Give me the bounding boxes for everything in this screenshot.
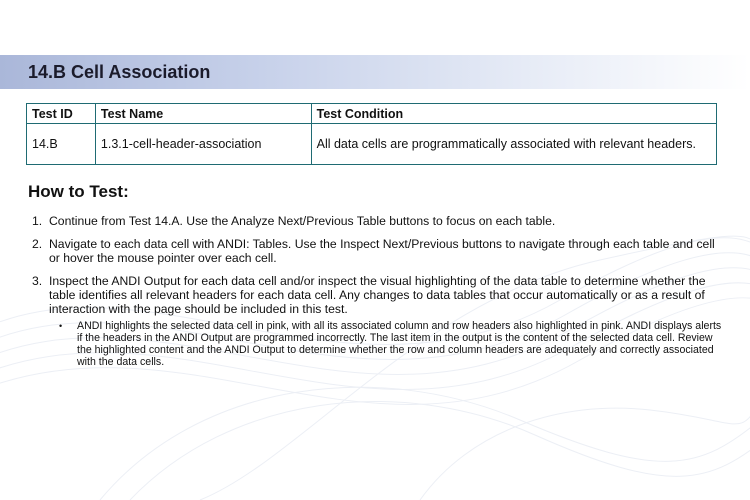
header-test-condition: Test Condition xyxy=(311,104,716,124)
test-steps-list xyxy=(28,214,728,377)
sub-list-item xyxy=(49,320,728,368)
step-text: Navigate to each data cell with ANDI: Tables. Use the Inspect Next/Previous buttons to navigate through each table and cell or hover the mouse pointer over each cell. xyxy=(49,237,715,265)
bullet-icon: • xyxy=(59,321,63,331)
step-text: Continue from Test 14.A. Use the Analyze Next/Previous Table buttons to focus on each table. xyxy=(49,214,556,228)
step-number: 2. xyxy=(32,237,43,251)
slide-title-band xyxy=(0,55,750,89)
how-to-test-heading: How to Test: xyxy=(28,182,129,201)
sub-bullet-list xyxy=(49,320,728,368)
sub-bullet-text: ANDI highlights the selected data cell in pink, with all its associated column and row headers also highlighted in pink. ANDI displays alerts if the headers in the ANDI Output are programmed incorrectly. The last item in the output is the content of the selected data cell. Review the highlighted content and the ANDI Output to determine whether the row and column headers are adequately and correctly associated with the data cells. xyxy=(77,320,722,368)
header-test-id: Test ID xyxy=(27,104,96,124)
slide-title: 14.B Cell Association xyxy=(28,62,211,82)
table-header-row xyxy=(27,104,717,124)
header-test-name: Test Name xyxy=(95,104,311,124)
cell-test-name: 1.3.1-cell-header-association xyxy=(95,124,311,165)
list-item xyxy=(28,214,728,228)
step-number: 1. xyxy=(32,214,43,228)
list-item xyxy=(28,274,728,368)
step-number: 3. xyxy=(32,274,43,288)
test-table xyxy=(26,103,717,165)
cell-test-condition: All data cells are programmatically associated with relevant headers. xyxy=(311,124,716,165)
table-row xyxy=(27,124,717,165)
step-text: Inspect the ANDI Output for each data cell and/or inspect the visual highlighting of the data table to determine whether the table identifies all relevant headers for each data cell. Any changes to data tables that occur automatically or as a result of interaction with the page should be included in this test. xyxy=(49,274,706,316)
list-item xyxy=(28,237,728,265)
cell-test-id: 14.B xyxy=(27,124,96,165)
